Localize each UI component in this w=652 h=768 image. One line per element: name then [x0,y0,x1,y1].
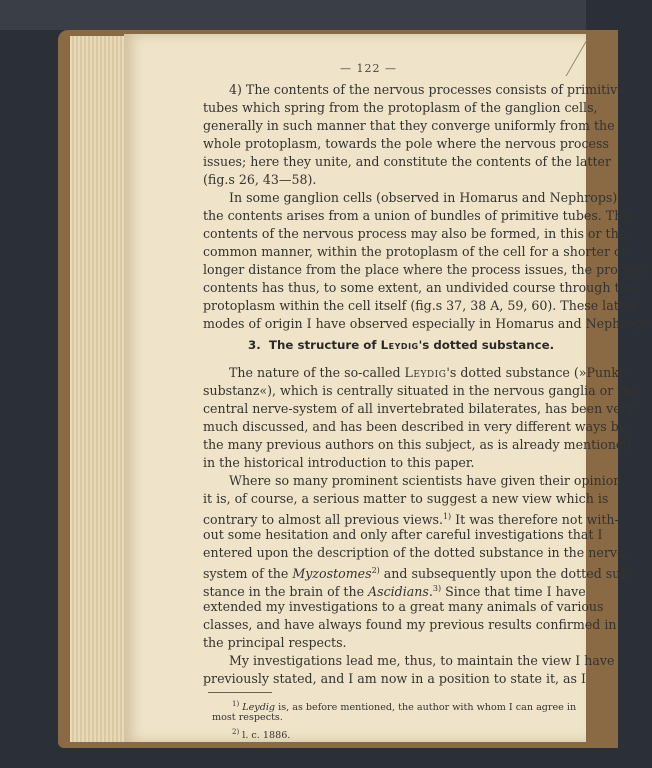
text-line: whole protoplasm, towards the pole where the nervous process [203,136,609,151]
section-heading [248,338,554,352]
text-line: entered upon the description of the dotted substance in the nerve- [203,545,629,560]
text-line: (fig.s 26, 43—58). [203,172,317,187]
text-line: contents of the nervous process may also be formed, in this or the [203,226,627,241]
section-number: 3. [248,338,261,352]
text-line: common manner, within the protoplasm of the cell for a shorter or [203,244,628,259]
footnote-ref: 1) [442,512,452,521]
footnote-mark: 1) [232,700,240,708]
text-line: The nature of the so-called Leydig's dotted substance (»Punkt- [229,365,629,380]
text-line: previously stated, and I am now in a position to state it, as I [203,671,586,686]
author-name: Leydig [380,338,419,352]
footnote-continuation: most respects. [212,712,283,723]
text-line: the many previous authors on this subject, as is already mentioned [203,437,632,452]
text-line: the contents arises from a union of bundles of primitive tubes. The [203,208,630,223]
text-line: classes, and have always found my previous results confirmed in [203,617,617,632]
footnote: $^{1)}$ Leydig is, as before mentioned, the author with whom I can agree in [232,700,577,714]
text-line: system of the Myzostomes$^{2)}$ and subsequently upon the dotted sub- [203,566,633,582]
section-title-start: The structure of [268,338,381,352]
text-line: protoplasm within the cell itself (fig.s 37, 38 A, 59, 60). These latter [203,298,638,313]
footnote-divider [208,692,272,693]
text-line: substanz«), which is centrally situated in the nervous ganglia or the [203,383,638,398]
background-strip [0,0,586,30]
author-name: Leydig [404,365,447,380]
text-line: modes of origin I have observed especially in Homarus and Nephrops. [203,316,652,331]
page-edges [70,36,128,742]
text-line: My investigations lead me, thus, to maintain the view I have [229,653,615,668]
footnote-ref: 2) [371,566,380,575]
text-line: tubes which spring from the protoplasm of the ganglion cells, [203,100,598,115]
text-line: In some ganglion cells (observed in Homarus and Nephrops) [229,190,618,205]
text-line: extended my investigations to a great many animals of various [203,599,604,614]
text-line: central nerve-system of all invertebrated bilaterates, has been very [203,401,634,416]
text-line: in the historical introduction to this paper. [203,455,475,470]
text-line: 4) The contents of the nervous processes consists of primitive [229,82,625,97]
footnote-mark: 2) [232,728,240,736]
text-line: the principal respects. [203,635,347,650]
text-line: it is, of course, a serious matter to suggest a new view which is [203,491,609,506]
page-number: — 122 — [340,62,397,75]
text-line: Where so many prominent scientists have given their opinion, [229,473,626,488]
text-line: stance in the brain of the Ascidians.$^{3)}$ Since that time I have [203,584,586,600]
text-line: contrary to almost all previous views.$^{1)}$ It was therefore not with- [203,512,619,528]
footnote: $^{2)}$ l. c. 1886. [232,728,291,742]
text-line: contents has thus, to some extent, an undivided course through the [203,280,636,295]
text-line: issues; here they unite, and constitute the contents of the latter [203,154,611,169]
text-line: longer distance from the place where the process issues, the process- [203,262,650,277]
text-line: much discussed, and has been described in very different ways by [203,419,626,434]
text-line: generally in such manner that they converge uniformly from the [203,118,615,133]
section-title-end: 's dotted substance. [418,338,555,352]
text-line: out some hesitation and only after careful investigations that I [203,527,603,542]
footnote-ref: 3) [432,584,442,593]
